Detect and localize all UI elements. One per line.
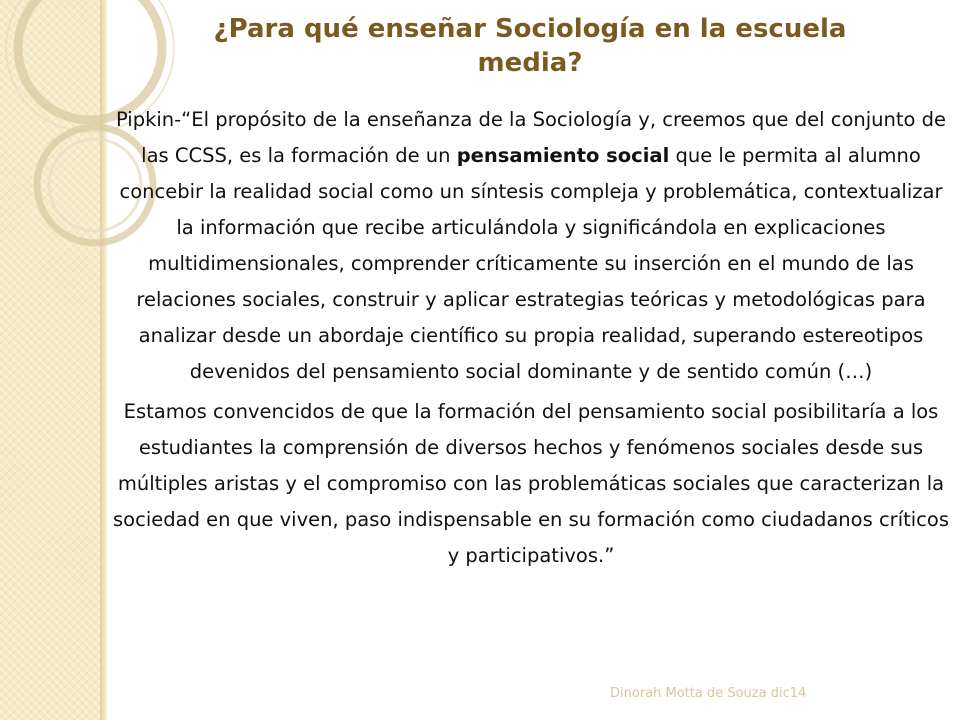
footer-author: Dinorah Motta de Souza dic14 [610, 686, 807, 701]
quote-paragraph [112, 102, 950, 390]
slide-title: ¿Para qué enseñar Sociología en la escuela media? [213, 14, 847, 78]
quote-text-start: Pipkin-“El propósito de la enseñanza de la Sociología y, creemos que del conjunto de las CCSS, es la formación de un [115, 108, 947, 167]
quote-emphasis: pensamiento social [456, 144, 670, 167]
conclusion-paragraph: Estamos convencidos de que la formación del pensamiento social posibilitaría a los estudiantes la comprensión de diversos hechos y fenómenos sociales desde sus múltiples aristas y el compromiso con las problemáticas sociales que caracterizan la sociedad en que viven, paso indispensable en su formación como ciudadanos críticos y participativos.” [113, 400, 949, 567]
slide-body [112, 102, 950, 574]
quote-text-end: que le permita al alumno concebir la realidad social como un síntesis compleja y problemática, contextualizar la información que recibe articulándola y significándola en explicaciones multidimensionales, comprender críticamente su inserción en el mundo de las relaciones sociales, construir y aplicar estrategias teóricas y metodológicas para analizar desde un abordaje científico su propia realidad, superando estereotipos devenidos del pensamiento social dominante y de sentido común (…) [119, 144, 943, 383]
